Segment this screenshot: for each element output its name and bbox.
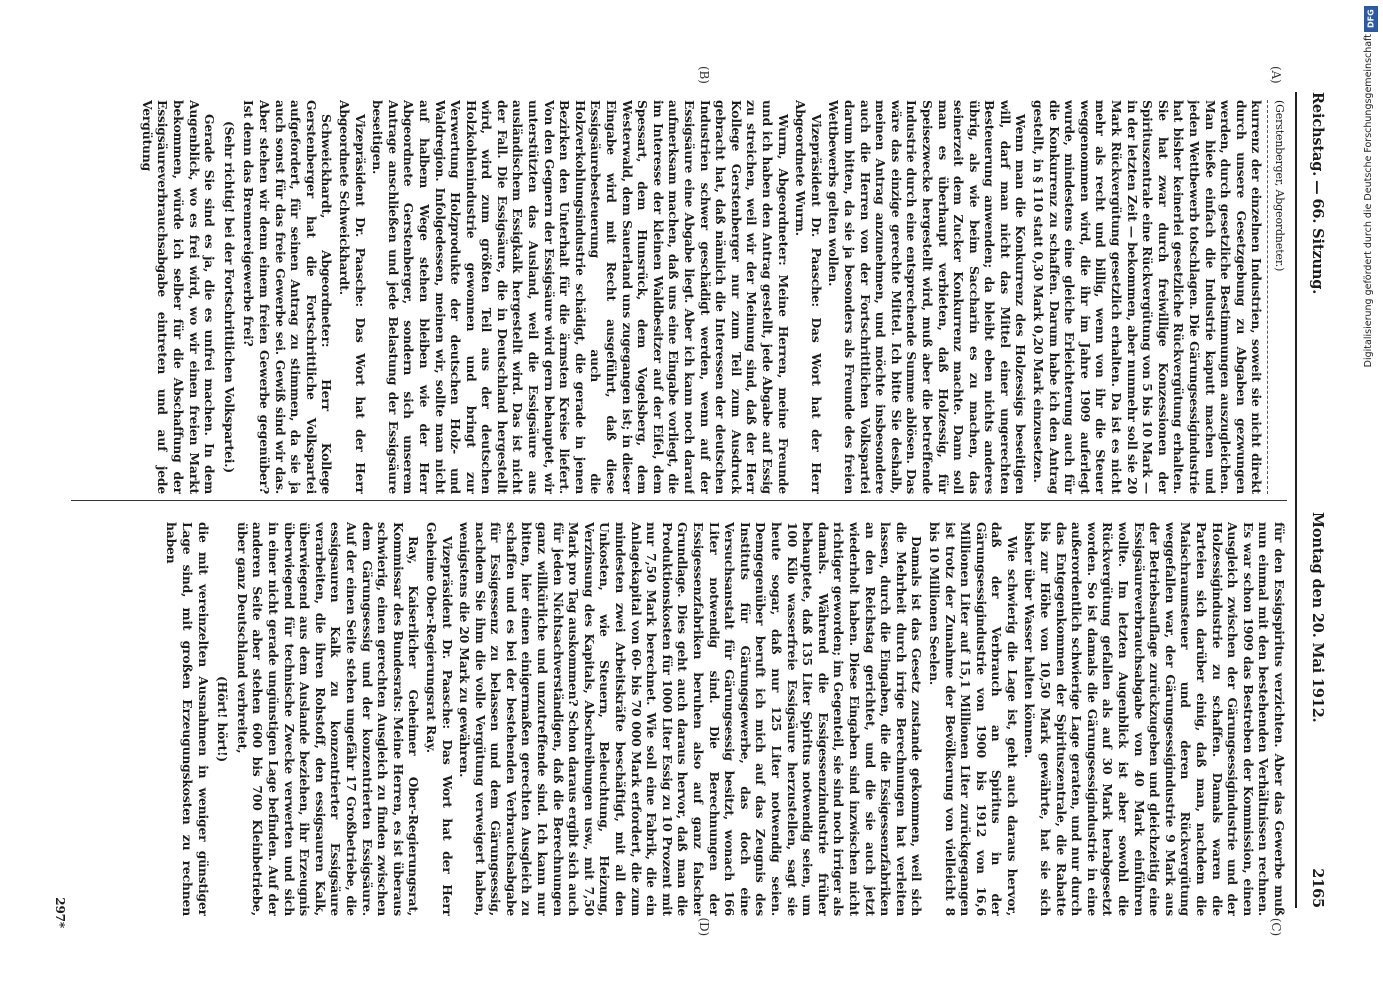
- speech-ray: Ray, Kaiserlicher Geheimer Ober-Regierungsrat, Kommissar des Bundesrats: Meine Herren, es ist überaus schwierig, einen gerechten Ausgleich zu finden zwischen dem Gärungsessig und der konzentrierten Essigsäure. Auf der einen Seite stehen ungefähr 17 Großbetriebe, die essigsauren Kalk zu konzentrierter Essigsäure verarbeiten, die ihren Rohstoff, den essigsauren Kalk, überwiegend aus dem Auslande beziehen, ihr Erzeugnis überwiegend für technische Zwecke verwerten und sich in einer nicht gerade ungünstigen Lage befinden. Auf der anderen Seite aber stehen 600 bis 700 Kleinbetriebe, über ganz Deutschland verbreitet,: [234, 522, 422, 916]
- paragraph: kurrenz der einzelnen Industrien, soweit sie nicht direkt durch unsere Gesetzgebung zu Abgaben gezwungen werden, durch gesetzliche Bestimmungen auszugleichen. Man hieße einfach die Industrie kaputt machen und jeden Wettbewerb totschlagen. Die Gärungsessigindustrie hat bisher keinerlei gesetzliche Rückvergütung erhalten. Sie hat zwar durch freiwillige Konzessionen der Spirituszentrale eine Rückvergütung von 5 bis 10 Mark — in der letzten Zeit — bekommen, aber nunmehr soll sie 20 Mark Rückvergütung gesetzlich erhalten. Da ist es nicht mehr als recht und billig, wenn von ihr die Steuer weggenommen wird, die ihr im Jahre 1909 auferlegt wurde, mindestens eine gleiche Erleichterung auch für die Konkurrenz zu schaffen. Darum habe ich den Antrag gestellt, in § 110 statt 0,30 Mark 0,20 Mark einzusetzen.: [1031, 100, 1265, 494]
- paragraph: Wenn man die Konkurrenz des Holzessigs beseitigen will, darf man nicht das Mittel einer ungerechten Besteuerung anwenden; da bleibt eben nichts anderes übrig, als wie beim Saccharin es zu machen, das seinerzeit dem Zucker Konkurrenz machte. Dann soll man es überhaupt verbieten, daß Holzessig, für Speisezwecke hergestellt wird, muß aber die betreffende Industrie durch eine entsprechende Summe ablösen. Das wäre das einzige gerechte Mittel. Ich bitte Sie deshalb, meinen Antrag anzunehmen, und möchte insbesondere auch die Herren von der Fortschrittlichen Volkspartei darum bitten, da sie ja besonders als Freunde des freien Wettbewerbs gelten wollen.: [826, 100, 1029, 494]
- header-page-number: 2165: [1309, 868, 1326, 908]
- digitization-credit-text: Digitalisierung gefördert durch die Deutsche Forschungsgemeinschaft: [1362, 34, 1374, 368]
- president-remark: Vizepräsident Dr. Paasche: Das Wort hat der Herr Abgeordnete Wurm.: [793, 100, 824, 494]
- paragraph: Wie schwierig die Lage ist, geht auch daraus hervor, daß der Verbrauch an Spiritus in der Gärungsessigindustrie von 1900 bis 1912 von 16,6 Millionen Liter auf 15,1 Millionen Liter zurückgegangen ist trotz der Zunahme der Bevölkerung von vielleicht 8 bis 10 Millionen Seelen.: [926, 522, 1020, 916]
- right-column: [67, 522, 1287, 916]
- digitization-credit: [1357, 34, 1379, 854]
- header-left: [1309, 92, 1325, 294]
- page-header: [1295, 92, 1325, 908]
- president-remark: Vizepräsident Dr. Paasche: Das Wort hat der Herr Geheime Ober-Regierungsrat Ray.: [423, 522, 455, 916]
- sheet-number: 297*: [52, 897, 67, 928]
- header-date: Montag den 20. Mai 1912.: [1309, 512, 1326, 723]
- header-dash: —: [1309, 180, 1326, 195]
- document-page: [51, 60, 1331, 940]
- header-publication: Reichstag.: [1309, 92, 1326, 177]
- margin-letter-a: (A): [1269, 66, 1283, 84]
- president-remark: Vizepräsident Dr. Paasche: Das Wort hat der Herr Abgeordnete Schweickhardt.: [336, 100, 368, 494]
- left-column: [67, 100, 1287, 494]
- interjection: (Hört! hört!): [215, 675, 231, 763]
- separator: [1267, 100, 1268, 494]
- speech-wurm: Wurm, Abgeordneter: Meine Herren, meine Freunde und ich haben den Antrag gestellt, jede Abgabe auf Essig zu streichen, weil wir der Meinung sind, daß der Herr Kollege Gerstenberger nur zum Teil zum Ausdruck gebracht hat, daß nämlich die Interessen der deutschen Industrien schwer geschädigt werden, wenn auf der Essigsäure eine Abgabe liegt. Aber ich kann noch darauf aufmerksam machen, daß uns eine Eingabe vorliegt, die im Interesse der kleinen Waldbesitzer auf der Eifel, dem Spessart, dem Hunsrück, dem Vogelsberg, dem Westerwald, dem Sauerland uns zugegangen ist; in dieser Eingabe wird mit Recht ausgeführt, daß diese Essigsäurebesteuerung auch die Holzverkohlungsindustrie schädigt, die gerade in jenen Bezirken den Unterhalt für die ärmsten Kreise liefert. Von den Gegnern der Essigsäure wird gern behauptet, wir unterstützten das Ausland, weil die Essigsäure aus ausländischem Essigkalk hergestellt wird. Das ist nicht der Fall. Die Essigsäure, die in Deutschland hergestellt wird, wird zum größten Teil aus der deutschen Holzkohlenindustrie gewonnen und bringt zur Verwertung Holzprodukte der deutschen Holz- und Waldregion. Infolgedessen, meinen wir, sollte man nicht auf halbem Wege stehen bleiben wie der Herr Abgeordnete Gerstenberger, sondern sich unserem Antrage anschließen und jede Belastung der Essigsäure beseitigen.: [370, 100, 791, 494]
- speech-ray-continued: die mit vereinzelten Ausnahmen in weniger günstiger Lage sind, mit großen Erzeugungskosten zu rechnen haben: [164, 522, 211, 916]
- interjection: (Sehr richtig! bei der Fortschrittlichen Volkspartei.): [221, 120, 237, 474]
- margin-letter-c: (C): [1269, 917, 1283, 936]
- dfg-logo: DFG: [1364, 6, 1378, 32]
- text-columns: [67, 100, 1287, 916]
- speech-schweickhardt: Schweickhardt, Abgeordneter: Herr Kollege Gerstenberger hat die Fortschrittliche Volkspartei aufgefordert, für seinen Antrag zu stimmen, da sie ja auch sonst für das freie Gewerbe sei. Gewiß sind wir das. Aber stehen wir denn einem freien Gewerbe gegenüber? Ist denn das Brennereigewerbe frei?: [241, 100, 335, 494]
- header-session: 66. Sitzung.: [1309, 198, 1326, 295]
- margin-letter-b: (B): [697, 66, 711, 84]
- speaker-continuation: (Gerstenberger, Abgeordneter.): [1273, 100, 1286, 272]
- paragraph: Damals ist das Gesetz zustande gekommen, weil sich die Mehrheit durch irrige Berechnungen hat verleiten lassen, durch die Eingaben, die die Essigessenzfabriken an den Reichstag gerichtet, und die sie auch jetzt wiederholt haben. Diese Eingaben sind inzwischen nicht richtiger geworden; im Gegenteil, sie sind noch irriger als damals. Während die Essigessenzindustrie früher behauptete, daß 135 Liter Spiritus notwendig seien, um 100 Kilo wasserfreie Essigsäure herzustellen, sagt sie heute sogar, daß nur 125 Liter notwendig seien. Demgegenüber beruft ich mich auf das Zeugnis des Instituts für Gärungsgewerbe, das doch eine Versuchsanstalt für Gärungsessig besitzt, wonach 166 Liter notwendig sind. Die Berechnungen der Essigessenzfabriken beruhen also auf ganz falscher Grundlage. Dies geht auch daraus hervor, daß man die Produktionskosten für 1000 Liter Essig zu 10 Prozent mit nur 7,50 Mark berechnet. Wie soll eine Fabrik, die ein Anlagekapital von 60- bis 70 000 Mark erfordert, die zum mindesten zwei Arbeitskräfte beschäftigt, mit all den Unkosten, wie Steuern, Beleuchtung, Heizung, Verzinsung des Kapitals, Abschreibungen usw., mit 7,50 Mark pro Tag auskommen? Schon daraus ergibt sich auch für jeden Nichtsachverständigen, daß die Berechnungen ganz willkürliche und unzutreffende sind. Ich kann nur bitten, hier einen einigermaßen gerechten Ausgleich zu schaffen und es bei der bestehenden Verbrauchsabgabe für Essigessenz zu belassen und dem Gärungsessig, nachdem Sie ihm die volle Vergütung verweigert haben, wenigstens die 20 Mark zu gewähren.: [457, 522, 925, 916]
- speech-schweickhardt-continued: Gerade Sie sind es ja, die es unfrei machen. In dem Augenblick, wo es frei wird, wo wir einen freien Markt bekommen, würde ich selber für die Abschaffung der Essigsäureverbrauchsabgabe eintreten und auf jede Vergütung: [139, 100, 218, 494]
- paragraph: für den Essigspiritus verzichten. Aber das Gewerbe muß nun einmal mit den bestehenden Verhältnissen rechnen. Es war schon 1909 das Bestreben der Kommission, einen Ausgleich zwischen der Gärungsessigindustrie und der Holzessigindustrie zu schaffen. Damals waren die Parteien sich darüber einig, daß man, nachdem die Maischraumsteuer und deren Rückvergütung weggefallen war, der Gärungsessigindustrie 9 Mark aus der Betriebsauflage zurückzugeben und gleichzeitig eine Essigsäureverbrauchsabgabe von 40 Mark einführen wollte. Im letzten Augenblick ist aber sowohl die Rückvergütung gefallen als auf 30 Mark herabgesetzt worden. So ist damals die Gärungsessigindustrie in eine außerordentlich schwierige Lage geraten, und nur durch das Entgegenkommen der Spirituszentrale, die Rabatte bis zur Höhe von 10,50 Mark gewährte, hat sie sich bisher über Wasser halten können.: [1022, 522, 1287, 916]
- margin-letter-d: (D): [697, 917, 711, 936]
